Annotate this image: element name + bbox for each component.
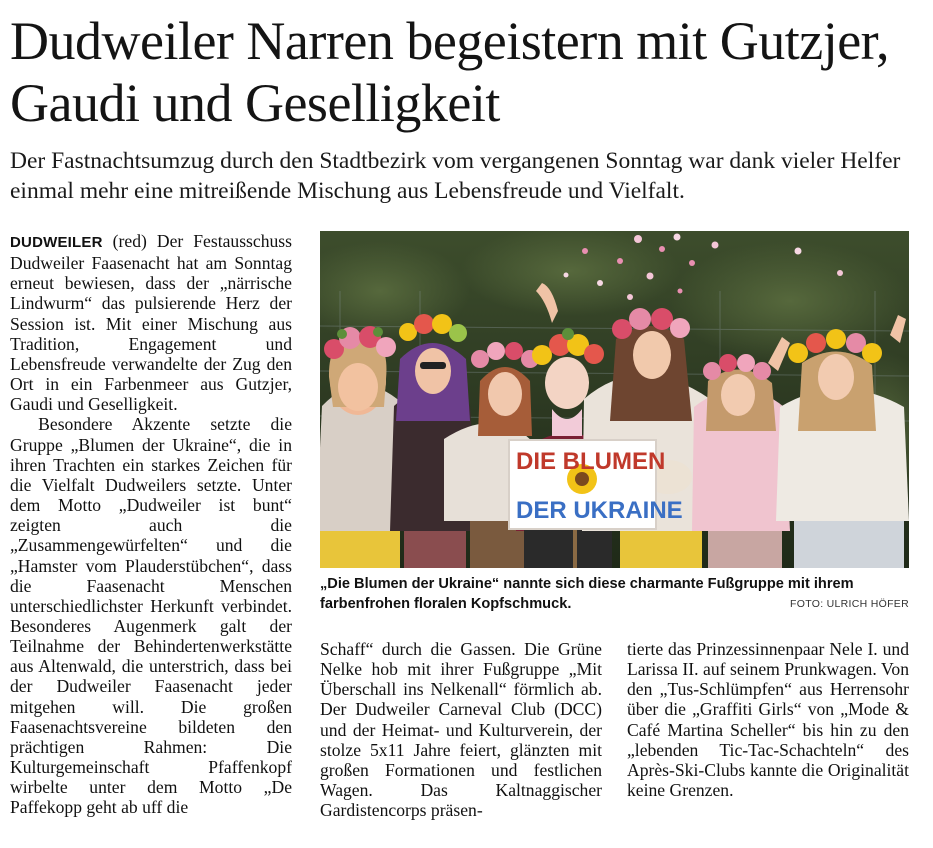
sign-line-2: DER UKRAINE bbox=[516, 497, 683, 524]
paragraph-3: Schaff“ durch die Gassen. Die Grüne Nelke hob mit ihrer Fußgruppe „Mit Überschall ins Nelkenall“ förmlich ab. Der Dudweiler Carneval Club (DCC) und der Heimat- und Kulturverein, der stolze 5x11 Jahre feiert, glänzten mit großen Formationen und festlichen Wagen. Das Kaltnaggischer Gardistencorps präsen- bbox=[320, 639, 602, 821]
photo-caption: „Die Blumen der Ukraine“ nannte sich diese charmante Fußgruppe mit ihrem farbenfrohen floralen Kopfschmuck. bbox=[320, 576, 854, 612]
photo-credit: FOTO: ULRICH HÖFER bbox=[790, 598, 909, 610]
parade-photo-illustration bbox=[320, 231, 909, 568]
article-column-1 bbox=[10, 231, 292, 818]
dateline: DUDWEILER bbox=[10, 234, 103, 251]
paragraph-4: tierte das Prinzessinnenpaar Nele I. und Larissa II. auf seinem Prunkwagen. Von den „Tus-Schlümpfen“ aus Herrensohr über die „Graffiti Girls“ von „Mode & Café Martina Scheller“ bis hin zu den „lebenden Tic-Tac-Schachteln“ des Après-Ski-Clubs kannte die Originalität keine Grenzen. bbox=[627, 639, 909, 801]
sign-line-1: DIE BLUMEN bbox=[516, 448, 666, 475]
article-column-3 bbox=[627, 639, 909, 800]
article-subheadline: Der Fastnachtsumzug durch den Stadtbezirk vom vergangenen Sonntag war dank vieler Helfer einmal mehr eine mitreißende Mischung aus Lebensfreude und Vielfalt. bbox=[10, 148, 901, 204]
article-photo bbox=[320, 231, 909, 568]
paragraph-2: Besondere Akzente setzte die Gruppe „Blumen der Ukraine“, die in ihren Trachten ein starkes Zeichen für die Vielfalt Dudweilers setzte. Unter dem Motto „Dudweiler ist bunt“ zeigten auch die „Zusammengewürfelten“ und die „Hamster vom Plauderstübchen“, dass die Faasenacht Menschen unterschiedlichster Herkunft verbindet. Besonderes Augenmerk galt der Teilnahme der Behindertenwerkstätte aus Altenwald, die unterstrich, dass bei der Dudweiler Faasenacht jeder mitgehen will. Die großen Faasenachtsvereine bildeten den prächtigen Rahmen: Die Kulturgemeinschaft Pfaffenkopf wirbelte unter dem Motto „De Paffekopp geht ab uff die bbox=[10, 414, 292, 818]
article-column-2 bbox=[320, 639, 602, 820]
paragraph-1-text: (red) Der Festausschuss Dudweiler Faasenacht hat am Sonntag erneut bewiesen, dass der „närrische Lindwurm“ das pulsierende Herz der Session ist. Mit einer Mischung aus Tradition, Engagement und Lebensfreude verwandelte der Zug den Ort in ein Farbenmeer aus Gutzjer, Gaudi und Geselligkeit. bbox=[10, 231, 292, 415]
paragraph-1 bbox=[10, 231, 292, 414]
article-headline: Dudweiler Narren begeistern mit Gutzjer, Gaudi und Geselligkeit bbox=[10, 11, 889, 133]
